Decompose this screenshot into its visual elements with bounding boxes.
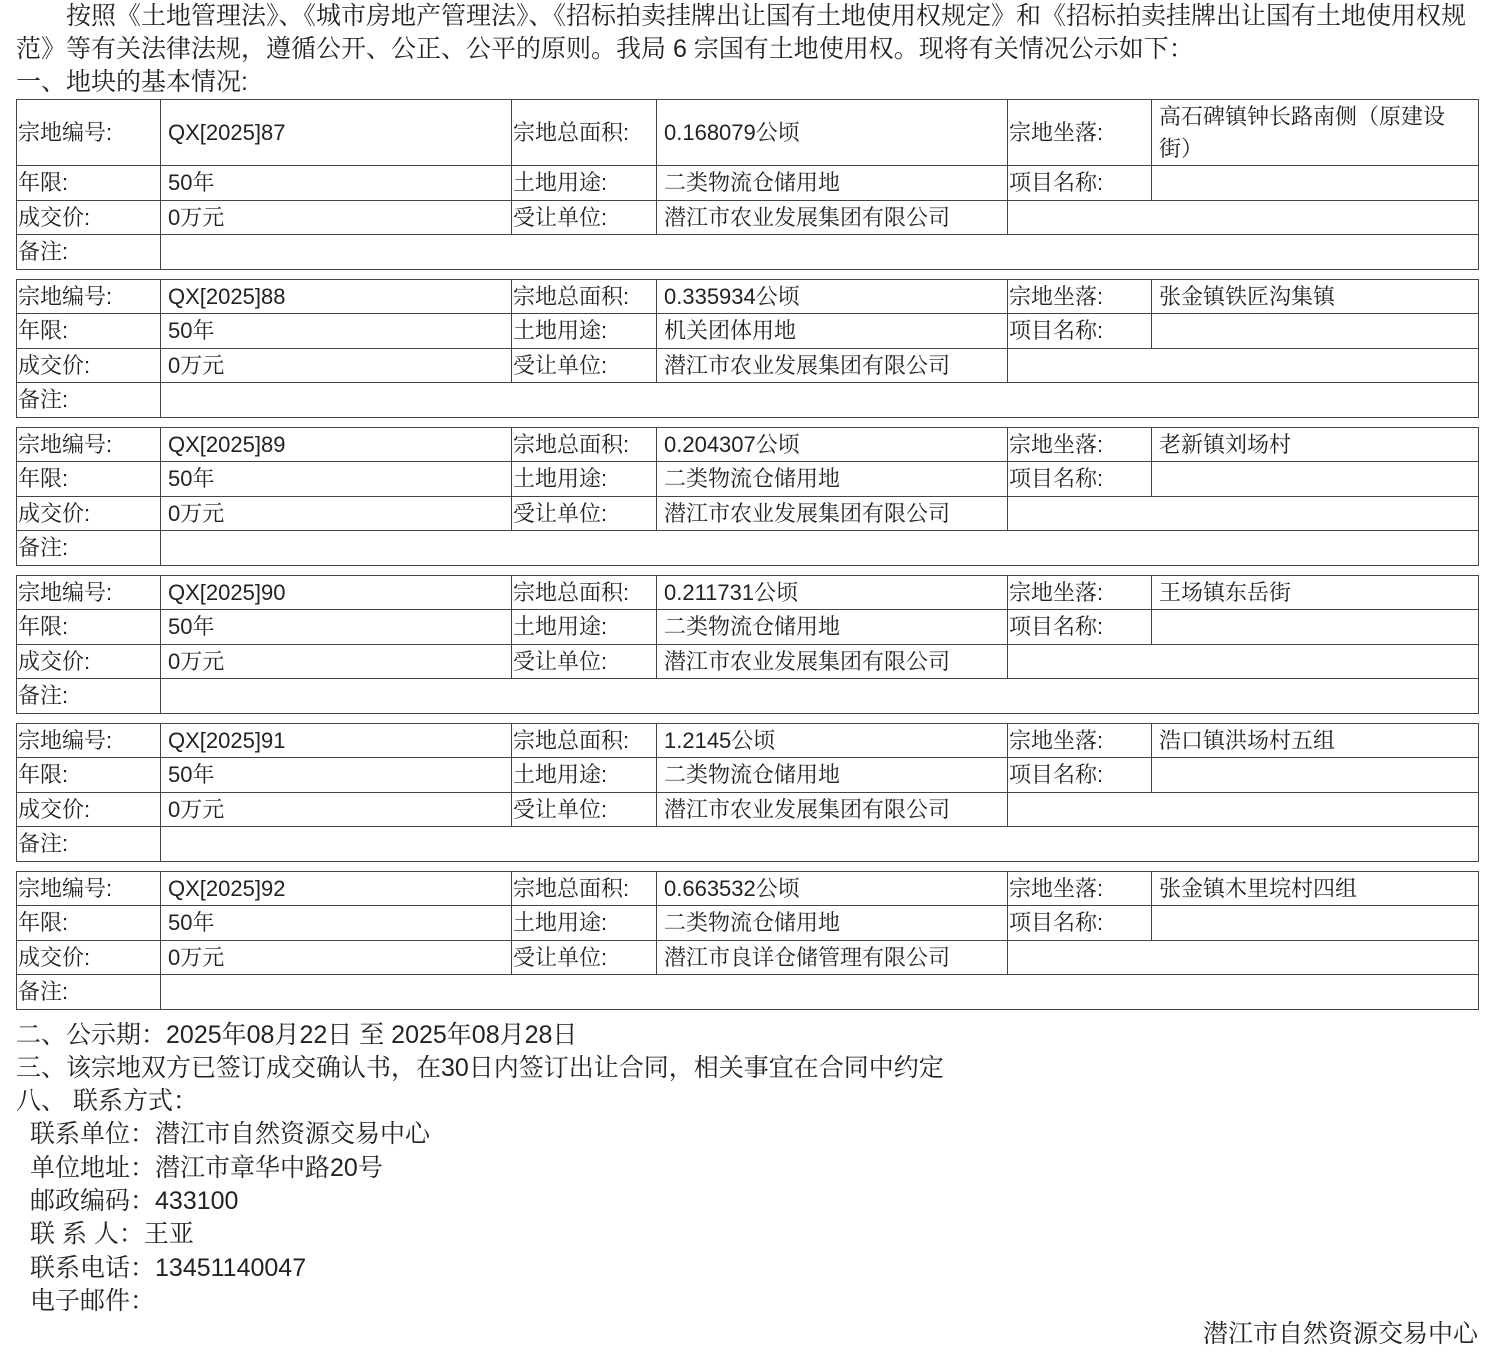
total-area-value: 0.211731公顷	[657, 575, 1008, 610]
location-value: 浩口镇洪场村五组	[1152, 723, 1479, 758]
term-value: 50年	[161, 462, 512, 497]
contact-unit	[16, 1118, 1478, 1151]
project-name-value	[1152, 906, 1479, 941]
parcel-no-value: QX[2025]90	[161, 575, 512, 610]
remarks-value	[161, 975, 1479, 1010]
parcel-row-remarks	[17, 827, 1479, 862]
price-value: 0万元	[161, 348, 512, 383]
term-label: 年限:	[17, 314, 161, 349]
land-use-label: 土地用途:	[512, 758, 657, 793]
term-value: 50年	[161, 906, 512, 941]
total-area-value: 0.335934公顷	[657, 279, 1008, 314]
parcel-no-label: 宗地编号:	[17, 279, 161, 314]
remarks-label: 备注:	[17, 383, 161, 418]
contract-note: 三、该宗地双方已签订成交确认书，在30日内签订出让合同，相关事宜在合同中约定	[16, 1053, 944, 1082]
blank-cell	[1008, 644, 1479, 679]
land-use-label: 土地用途:	[512, 314, 657, 349]
parcel-row-deal	[17, 200, 1479, 235]
parcel-table-4	[16, 575, 1479, 714]
price-value: 0万元	[161, 496, 512, 531]
parcel-no-value: QX[2025]89	[161, 427, 512, 462]
location-value: 张金镇铁匠沟集镇	[1152, 279, 1479, 314]
contact-postcode-value: 433100	[155, 1186, 239, 1215]
total-area-value: 1.2145公顷	[657, 723, 1008, 758]
parcel-row-deal	[17, 496, 1479, 531]
price-label: 成交价:	[17, 200, 161, 235]
parcel-table-6	[16, 871, 1479, 1010]
price-label: 成交价:	[17, 348, 161, 383]
total-area-value: 0.168079公顷	[657, 100, 1008, 166]
project-name-value	[1152, 166, 1479, 201]
project-name-value	[1152, 758, 1479, 793]
price-value: 0万元	[161, 644, 512, 679]
blank-cell	[1008, 348, 1479, 383]
contact-address-label: 单位地址：	[30, 1153, 156, 1182]
project-name-value	[1152, 314, 1479, 349]
notice-page	[16, 0, 1478, 1351]
location-label: 宗地坐落:	[1008, 871, 1152, 906]
location-label: 宗地坐落:	[1008, 575, 1152, 610]
project-name-value	[1152, 462, 1479, 497]
notice-footer	[16, 1019, 1478, 1352]
land-use-label: 土地用途:	[512, 166, 657, 201]
parcel-row-deal	[17, 644, 1479, 679]
parcel-table-3	[16, 427, 1479, 566]
parcel-no-label: 宗地编号:	[17, 100, 161, 166]
parcel-row-basic	[17, 723, 1479, 758]
parcel-no-value: QX[2025]92	[161, 871, 512, 906]
parcel-row-remarks	[17, 383, 1479, 418]
contact-postcode-label: 邮政编码：	[30, 1186, 156, 1215]
term-label: 年限:	[17, 462, 161, 497]
price-label: 成交价:	[17, 496, 161, 531]
land-use-value: 二类物流仓储用地	[657, 758, 1008, 793]
location-label: 宗地坐落:	[1008, 279, 1152, 314]
total-area-value: 0.204307公顷	[657, 427, 1008, 462]
project-name-label: 项目名称:	[1008, 314, 1152, 349]
contact-heading: 八、 联系方式：	[16, 1087, 198, 1116]
parcel-row-use	[17, 166, 1479, 201]
term-label: 年限:	[17, 906, 161, 941]
project-name-label: 项目名称:	[1008, 462, 1152, 497]
remarks-label: 备注:	[17, 679, 161, 714]
parcel-no-label: 宗地编号:	[17, 723, 161, 758]
parcel-row-basic	[17, 427, 1479, 462]
parcel-row-remarks	[17, 975, 1479, 1010]
transferee-label: 受让单位:	[512, 496, 657, 531]
total-area-label: 宗地总面积:	[512, 279, 657, 314]
publicity-period-start: 2025年08月22日	[166, 1020, 353, 1049]
contact-phone-label: 联系电话：	[30, 1253, 156, 1282]
publicity-period-end: 2025年08月28日	[391, 1020, 578, 1049]
land-use-value: 二类物流仓储用地	[657, 166, 1008, 201]
location-label: 宗地坐落:	[1008, 427, 1152, 462]
parcel-row-deal	[17, 348, 1479, 383]
transferee-label: 受让单位:	[512, 200, 657, 235]
transferee-value: 潜江市农业发展集团有限公司	[657, 644, 1008, 679]
parcel-row-use	[17, 758, 1479, 793]
transferee-label: 受让单位:	[512, 940, 657, 975]
total-area-label: 宗地总面积:	[512, 575, 657, 610]
location-label: 宗地坐落:	[1008, 100, 1152, 166]
parcel-row-deal	[17, 792, 1479, 827]
parcel-row-use	[17, 610, 1479, 645]
remarks-value	[161, 235, 1479, 270]
project-name-label: 项目名称:	[1008, 906, 1152, 941]
transferee-label: 受让单位:	[512, 792, 657, 827]
term-value: 50年	[161, 166, 512, 201]
total-area-value: 0.663532公顷	[657, 871, 1008, 906]
publicity-period-label: 二、公示期：	[16, 1020, 167, 1049]
land-use-value: 二类物流仓储用地	[657, 610, 1008, 645]
price-label: 成交价:	[17, 792, 161, 827]
price-value: 0万元	[161, 940, 512, 975]
contact-unit-value: 潜江市自然资源交易中心	[155, 1120, 431, 1149]
blank-cell	[1008, 200, 1479, 235]
remarks-label: 备注:	[17, 531, 161, 566]
land-use-label: 土地用途:	[512, 462, 657, 497]
price-value: 0万元	[161, 200, 512, 235]
land-use-value: 机关团体用地	[657, 314, 1008, 349]
remarks-label: 备注:	[17, 827, 161, 862]
project-name-value	[1152, 610, 1479, 645]
parcel-no-value: QX[2025]88	[161, 279, 512, 314]
parcel-table-2	[16, 279, 1479, 418]
parcel-row-use	[17, 462, 1479, 497]
transferee-value: 潜江市良详仓储管理有限公司	[657, 940, 1008, 975]
term-value: 50年	[161, 314, 512, 349]
parcel-no-value: QX[2025]91	[161, 723, 512, 758]
price-value: 0万元	[161, 792, 512, 827]
parcel-row-use	[17, 906, 1479, 941]
transferee-label: 受让单位:	[512, 348, 657, 383]
term-label: 年限:	[17, 610, 161, 645]
contact-unit-label: 联系单位：	[30, 1120, 156, 1149]
location-value: 王场镇东岳街	[1152, 575, 1479, 610]
parcel-no-label: 宗地编号:	[17, 427, 161, 462]
blank-cell	[1008, 792, 1479, 827]
contact-person-label: 联 系 人：	[30, 1220, 144, 1249]
parcel-row-basic	[17, 575, 1479, 610]
parcel-no-label: 宗地编号:	[17, 871, 161, 906]
contact-email	[16, 1285, 1478, 1318]
remarks-label: 备注:	[17, 235, 161, 270]
land-use-value: 二类物流仓储用地	[657, 906, 1008, 941]
location-value: 高石碑镇钟长路南侧（原建设街）	[1152, 100, 1479, 166]
project-name-label: 项目名称:	[1008, 610, 1152, 645]
blank-cell	[1008, 496, 1479, 531]
total-area-label: 宗地总面积:	[512, 723, 657, 758]
remarks-value	[161, 827, 1479, 862]
parcel-row-basic	[17, 871, 1479, 906]
remarks-label: 备注:	[17, 975, 161, 1010]
transferee-label: 受让单位:	[512, 644, 657, 679]
transferee-value: 潜江市农业发展集团有限公司	[657, 792, 1008, 827]
land-use-label: 土地用途:	[512, 906, 657, 941]
price-label: 成交价:	[17, 940, 161, 975]
price-label: 成交价:	[17, 644, 161, 679]
project-name-label: 项目名称:	[1008, 166, 1152, 201]
location-value: 张金镇木里垸村四组	[1152, 871, 1479, 906]
contact-address-value: 潜江市章华中路20号	[155, 1153, 383, 1182]
parcel-row-use	[17, 314, 1479, 349]
transferee-value: 潜江市农业发展集团有限公司	[657, 200, 1008, 235]
term-label: 年限:	[17, 166, 161, 201]
remarks-value	[161, 383, 1479, 418]
contact-person	[16, 1218, 1478, 1251]
project-name-label: 项目名称:	[1008, 758, 1152, 793]
parcel-table-1	[16, 99, 1479, 270]
contact-email-label: 电子邮件：	[30, 1286, 156, 1315]
parcel-no-label: 宗地编号:	[17, 575, 161, 610]
total-area-label: 宗地总面积:	[512, 871, 657, 906]
location-label: 宗地坐落:	[1008, 723, 1152, 758]
issuer-signature: 潜江市自然资源交易中心	[1202, 1320, 1478, 1349]
location-value: 老新镇刘场村	[1152, 427, 1479, 462]
remarks-value	[161, 531, 1479, 566]
parcel-row-remarks	[17, 531, 1479, 566]
term-value: 50年	[161, 758, 512, 793]
total-area-label: 宗地总面积:	[512, 427, 657, 462]
parcel-no-value: QX[2025]87	[161, 100, 512, 166]
parcel-row-basic	[17, 279, 1479, 314]
land-use-value: 二类物流仓储用地	[657, 462, 1008, 497]
total-area-label: 宗地总面积:	[512, 100, 657, 166]
parcel-row-basic	[17, 100, 1479, 166]
transferee-value: 潜江市农业发展集团有限公司	[657, 348, 1008, 383]
remarks-value	[161, 679, 1479, 714]
term-label: 年限:	[17, 758, 161, 793]
section-heading-parcels: 一、地块的基本情况:	[16, 68, 248, 96]
term-value: 50年	[161, 610, 512, 645]
publicity-period-separator: 至	[359, 1020, 385, 1049]
parcel-table-5	[16, 723, 1479, 862]
contact-phone-value: 13451140047	[155, 1253, 307, 1282]
parcel-row-deal	[17, 940, 1479, 975]
parcel-row-remarks	[17, 235, 1479, 270]
parcel-row-remarks	[17, 679, 1479, 714]
contact-person-value: 王亚	[143, 1220, 194, 1249]
contact-postcode	[16, 1185, 1478, 1218]
intro-paragraph: 按照《土地管理法》、《城市房地产管理法》、《招标拍卖挂牌出让国有土地使用权规定》和《招标拍卖挂牌出让国有土地使用权规范》等有关法律法规，遵循公开、公正、公平的原则。我局 6 宗国有土地使用权。现将有关情况公示如下：	[16, 2, 1467, 63]
contact-address	[16, 1152, 1478, 1185]
contact-phone	[16, 1252, 1478, 1285]
land-use-label: 土地用途:	[512, 610, 657, 645]
transferee-value: 潜江市农业发展集团有限公司	[657, 496, 1008, 531]
publicity-period	[16, 1019, 1478, 1052]
blank-cell	[1008, 940, 1479, 975]
